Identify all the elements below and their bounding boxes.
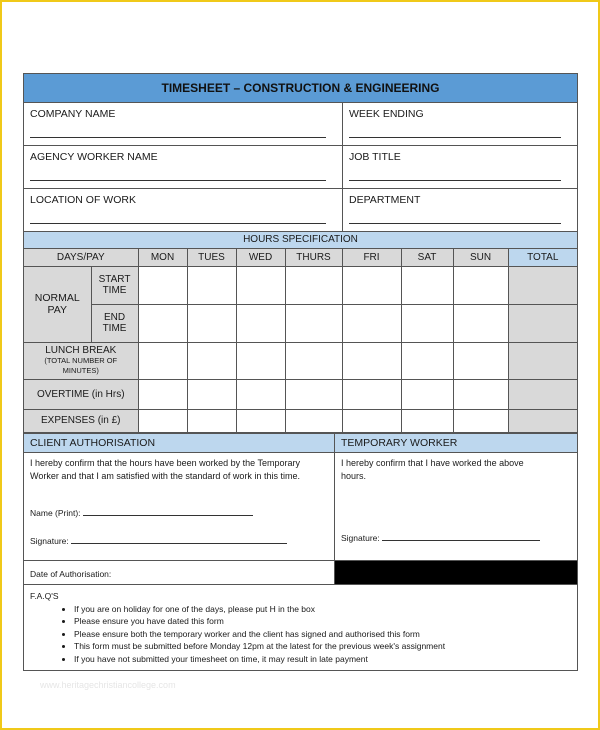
total-header: TOTAL xyxy=(508,249,577,266)
hours-cell[interactable] xyxy=(138,266,187,304)
location-line xyxy=(30,223,326,224)
overtime-label: OVERTIME (in Hrs) xyxy=(24,379,138,409)
hours-cell[interactable] xyxy=(401,342,453,379)
lunch-break-note: (TOTAL NUMBER OF MINUTES) xyxy=(44,356,118,375)
day-header: TUES xyxy=(187,249,236,266)
hours-cell[interactable] xyxy=(236,409,285,432)
hours-cell[interactable] xyxy=(342,266,401,304)
client-auth-body xyxy=(24,453,334,560)
worker-statement: I hereby confirm that I have worked the above hours. xyxy=(341,457,524,481)
company-row xyxy=(24,103,577,146)
total-cell[interactable] xyxy=(508,379,577,409)
temporary-worker xyxy=(335,434,577,560)
hours-cell[interactable] xyxy=(453,409,508,432)
hours-cell[interactable] xyxy=(342,409,401,432)
end-time-row xyxy=(24,304,577,342)
faq-item: • Please ensure you have dated this form xyxy=(74,615,571,628)
client-authorisation xyxy=(24,434,335,560)
week-ending-cell[interactable] xyxy=(343,103,577,145)
job-title-cell[interactable] xyxy=(343,146,577,188)
hours-cell[interactable] xyxy=(236,304,285,342)
hours-cell[interactable] xyxy=(342,304,401,342)
worker-signature-field[interactable] xyxy=(341,532,540,545)
client-statement: I hereby confirm that the hours have been worked by the Temporary Worker and that I am satisfied with the standard of work in this time. xyxy=(30,457,300,481)
location-cell[interactable] xyxy=(24,189,343,231)
hours-cell[interactable] xyxy=(453,266,508,304)
total-cell[interactable] xyxy=(508,342,577,379)
day-header: FRI xyxy=(342,249,401,266)
job-title-label: JOB TITLE xyxy=(349,151,401,163)
normal-pay-label: NORMAL PAY xyxy=(24,266,91,342)
end-time-label: END TIME xyxy=(91,304,138,342)
hours-cell[interactable] xyxy=(138,304,187,342)
day-header: SUN xyxy=(453,249,508,266)
hours-cell[interactable] xyxy=(138,379,187,409)
faq-item: • If you have not submitted your timesheet on time, it may result in late payment xyxy=(74,653,571,666)
department-line xyxy=(349,223,561,224)
timesheet-form xyxy=(23,73,578,671)
hours-cell[interactable] xyxy=(453,342,508,379)
week-ending-line xyxy=(349,137,561,138)
hours-cell[interactable] xyxy=(401,409,453,432)
client-name-field[interactable] xyxy=(30,507,253,520)
location-label: LOCATION OF WORK xyxy=(30,194,136,206)
hours-cell[interactable] xyxy=(401,379,453,409)
agency-worker-line xyxy=(30,180,326,181)
hours-cell[interactable] xyxy=(285,409,342,432)
client-auth-heading: CLIENT AUTHORISATION xyxy=(24,434,334,453)
client-signature-label: Signature: xyxy=(30,535,69,546)
hours-cell[interactable] xyxy=(187,266,236,304)
day-header: WED xyxy=(236,249,285,266)
total-cell[interactable] xyxy=(508,266,577,304)
client-name-label: Name (Print): xyxy=(30,507,81,518)
hours-cell[interactable] xyxy=(342,342,401,379)
overtime-row xyxy=(24,379,577,409)
faq-item: • Please ensure both the temporary worker and the client has signed and authorised this form xyxy=(74,628,571,641)
client-name-line xyxy=(83,507,253,516)
lunch-break-label: LUNCH BREAK xyxy=(45,345,117,356)
start-time-row xyxy=(24,266,577,304)
day-header: THURS xyxy=(285,249,342,266)
day-header: MON xyxy=(138,249,187,266)
lunch-break-label-cell xyxy=(24,342,138,379)
worker-heading: TEMPORARY WORKER xyxy=(335,434,577,453)
worker-body xyxy=(335,453,577,560)
hours-cell[interactable] xyxy=(453,379,508,409)
start-time-label: START TIME xyxy=(91,266,138,304)
hours-cell[interactable] xyxy=(187,304,236,342)
hours-spec-heading xyxy=(24,232,577,249)
hours-cell[interactable] xyxy=(187,379,236,409)
location-row xyxy=(24,189,577,232)
hours-cell[interactable] xyxy=(236,266,285,304)
watermark: www.heritagechristiancollege.com xyxy=(40,680,176,690)
authorisation-section xyxy=(24,433,577,560)
hours-cell[interactable] xyxy=(187,409,236,432)
hours-cell[interactable] xyxy=(453,304,508,342)
client-signature-field[interactable] xyxy=(30,535,287,548)
worker-signature-label: Signature: xyxy=(341,532,380,543)
hours-cell[interactable] xyxy=(187,342,236,379)
worker-signature-line xyxy=(382,532,540,541)
hours-cell[interactable] xyxy=(285,342,342,379)
hours-table xyxy=(24,249,577,433)
company-name-label: COMPANY NAME xyxy=(30,108,116,120)
faq-heading: F.A.Q'S xyxy=(30,590,59,601)
faq-item: • This form must be submitted before Monday 12pm at the latest for the previous week's assignment xyxy=(74,640,571,653)
job-title-line xyxy=(349,180,561,181)
total-cell[interactable] xyxy=(508,409,577,432)
date-label: Date of Authorisation: xyxy=(30,568,112,579)
hours-cell[interactable] xyxy=(236,379,285,409)
blacked-out-cell xyxy=(335,561,577,584)
hours-cell[interactable] xyxy=(401,304,453,342)
total-cell[interactable] xyxy=(508,304,577,342)
company-name-line xyxy=(30,137,326,138)
faq-item: • If you are on holiday for one of the days, please put H in the box xyxy=(74,603,571,616)
hours-header-row xyxy=(24,249,577,266)
hours-cell[interactable] xyxy=(236,342,285,379)
agency-worker-cell[interactable] xyxy=(24,146,343,188)
hours-spec-label: HOURS SPECIFICATION xyxy=(243,234,358,245)
days-pay-header: DAYS/PAY xyxy=(24,249,138,266)
faq-list xyxy=(30,603,571,666)
hours-cell[interactable] xyxy=(401,266,453,304)
faq-section xyxy=(24,584,577,670)
hours-cell[interactable] xyxy=(285,266,342,304)
date-row xyxy=(24,560,577,584)
date-of-authorisation[interactable] xyxy=(24,561,335,584)
hours-cell[interactable] xyxy=(285,379,342,409)
department-label: DEPARTMENT xyxy=(349,194,421,206)
hours-cell[interactable] xyxy=(342,379,401,409)
form-title: TIMESHEET – CONSTRUCTION & ENGINEERING xyxy=(24,74,577,103)
expenses-row xyxy=(24,409,577,432)
lunch-break-row xyxy=(24,342,577,379)
week-ending-label: WEEK ENDING xyxy=(349,108,424,120)
hours-cell[interactable] xyxy=(285,304,342,342)
agency-worker-label: AGENCY WORKER NAME xyxy=(30,151,158,163)
hours-cell[interactable] xyxy=(138,409,187,432)
company-name-cell[interactable] xyxy=(24,103,343,145)
client-signature-line xyxy=(71,535,287,544)
expenses-label: EXPENSES (in £) xyxy=(24,409,138,432)
worker-row xyxy=(24,146,577,189)
day-header: SAT xyxy=(401,249,453,266)
department-cell[interactable] xyxy=(343,189,577,231)
hours-cell[interactable] xyxy=(138,342,187,379)
